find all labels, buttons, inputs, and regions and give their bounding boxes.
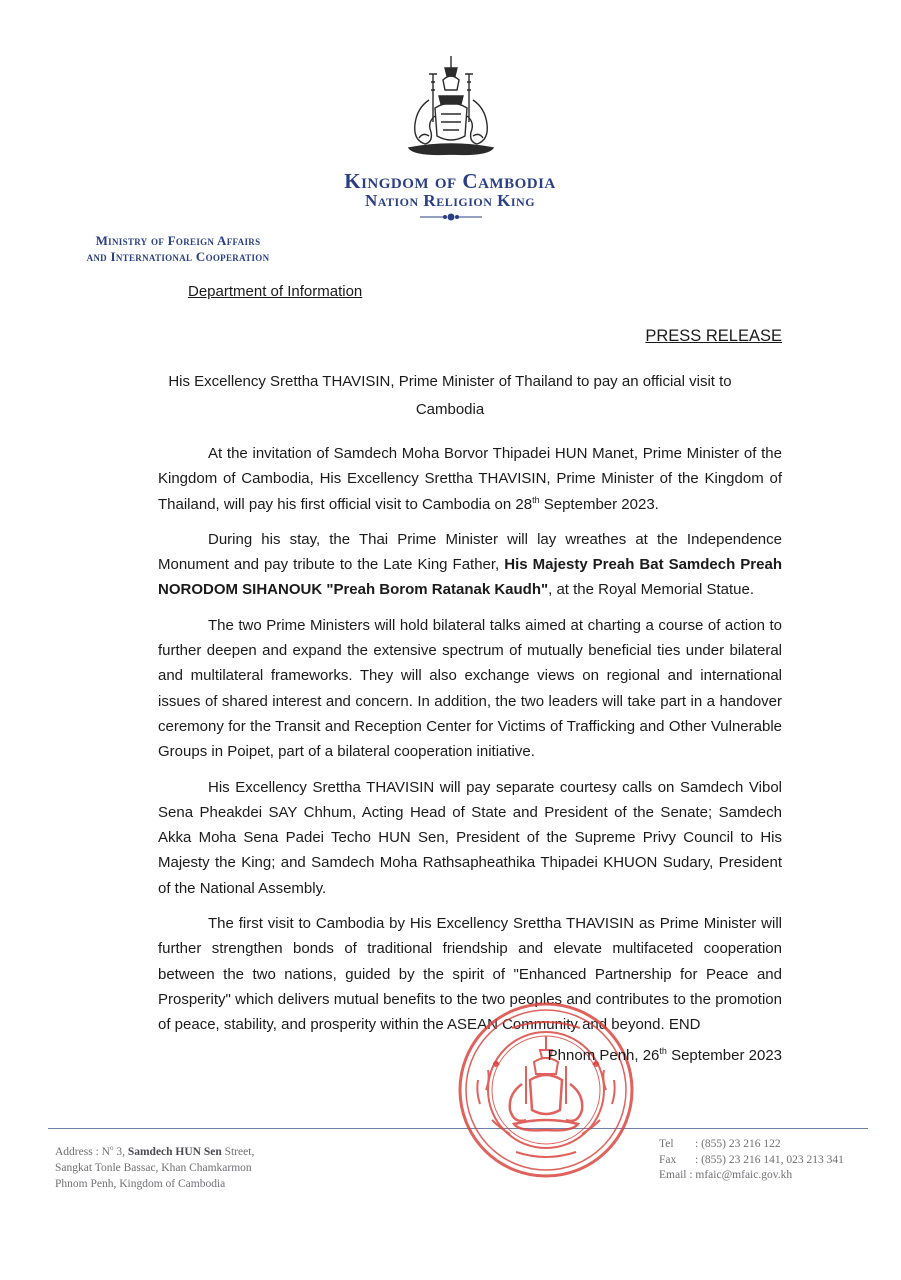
place-and-date: Phnom Penh, 26th September 2023 (547, 1046, 782, 1064)
address-line1: Address : $N^o$ 3, Samdech HUN Sen Street, (55, 1144, 255, 1158)
paragraph-bilateral-talks: The two Prime Ministers will hold bilateral talks aimed at charting a course of action to further deepen and expand the extensive spectrum of mutually beneficial ties under bilateral and multilateral frameworks. They will also exchange views on regional and international issues of shared interest and concern. In addition, the two leaders will take part in a handover ceremony for the Transit and Reception Center for Victims of Trafficking and Other Vulnerable Groups in Poipet, part of a bilateral cooperation initiative. (158, 616, 782, 761)
address-line3: Phnom Penh, Kingdom of Cambodia (55, 1177, 226, 1190)
address-line2: Sangkat Tonle Bassac, Khan Chamkarmon (55, 1161, 252, 1174)
royal-coat-of-arms-icon (395, 52, 507, 164)
telephone-line: Tel : (855) 23 216 122 (659, 1138, 781, 1150)
ornament-divider-icon (420, 212, 482, 222)
paragraph-tribute: During his stay, the Thai Prime Minister will lay wreathes at the Independence Monument and pay tribute to the Late King Father, His Majesty Preah Bat Samdech Preah NORODOM SIHANOUK "Preah Borom Ratanak Kaudh", at the Royal Memorial Statue. (158, 530, 782, 599)
release-title-line2: Cambodia (415, 401, 485, 418)
ministry-name-line2: and International Cooperation (86, 249, 270, 264)
paragraph-courtesy-calls: His Excellency Srettha THAVISIN will pay separate courtesy calls on Samdech Vibol Sena Pheakdei SAY Chhum, Acting Head of State and President of the Senate; Samdech Akka Moha Sena Padei Techo HUN Sen, President of the Supreme Privy Council to His Majesty the King; and Samdech Moha Rathsapheathika Thipadei KHUON Sudary, President of the National Assembly. (158, 778, 782, 897)
kingdom-heading: Kingdom of Cambodia (344, 169, 556, 193)
fax-line: Fax : (855) 23 216 141, 023 213 341 (659, 1153, 844, 1166)
email-line: Email : mfaic@mfaic.gov.kh (659, 1169, 793, 1181)
press-release-label: PRESS RELEASE (645, 327, 782, 345)
official-seal-stamp-icon (456, 1000, 636, 1180)
ministry-name-line1: Ministry of Foreign Affairs (95, 233, 261, 248)
paragraph-invitation: At the invitation of Samdech Moha Borvor Thipadei HUN Manet, Prime Minister of the Kingdom of Cambodia, His Excellency Srettha THAVISIN, Prime Minister of the Kingdom of Thailand, will pay his first official visit to Cambodia on 28th September 2023. (158, 445, 782, 513)
release-body (158, 441, 782, 1048)
paragraph-conclusion: The first visit to Cambodia by His Excellency Srettha THAVISIN as Prime Minister will further strengthen bonds of traditional friendship and elevate multifaceted cooperation between the two nations, guided by the spirit of "Enhanced Partnership for Peace and Prosperity" which delivers mutual benefits to the two peoples and contributes to the promotion of peace, stability, and prosperity within the ASEAN Community and beyond. END (158, 915, 782, 1034)
footer-address (55, 1140, 355, 1192)
department-label: Department of Information (188, 283, 363, 300)
release-title-line1: His Excellency Srettha THAVISIN, Prime Minister of Thailand to pay an official visit to (168, 373, 732, 390)
footer-contact (659, 1137, 899, 1184)
national-motto: Nation Religion King (364, 191, 536, 210)
